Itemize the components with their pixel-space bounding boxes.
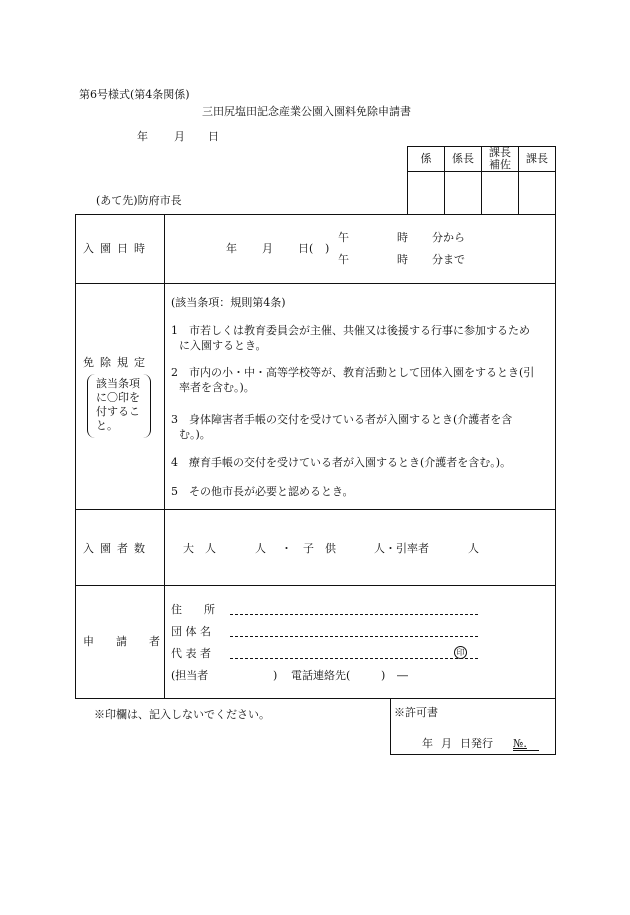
applicant-rep-label: 代 表 者 bbox=[171, 647, 211, 660]
form-number: 第6号様式(第4条関係) bbox=[79, 88, 190, 101]
visit-ampm-from: 午 bbox=[338, 231, 349, 244]
approval-col-deputy-line2: 補佐 bbox=[489, 158, 511, 171]
exemption-note-line2: に〇印を bbox=[96, 391, 140, 404]
permit-number-underline bbox=[513, 750, 539, 751]
addressee: (あて先)防府市長 bbox=[96, 194, 182, 207]
visit-minute-until: 分まで bbox=[432, 253, 465, 266]
exemption-item-3-line2: む。)。 bbox=[179, 428, 211, 441]
visitors-label: 入園者数 bbox=[83, 542, 151, 555]
visit-year-label: 年 bbox=[226, 242, 237, 255]
permit-year-label: 年 bbox=[422, 737, 433, 750]
visit-date-label: 入園日時 bbox=[83, 242, 151, 255]
visit-month-label: 月 bbox=[262, 242, 273, 255]
visit-ampm-until: 午 bbox=[338, 253, 349, 266]
visit-day-label: 日( bbox=[298, 242, 314, 255]
visitors-separator: ・ bbox=[281, 542, 292, 555]
visitors-adult-label: 大 人 bbox=[183, 542, 216, 555]
applicant-group-label: 団 体 名 bbox=[171, 625, 211, 638]
visit-hour-until: 時 bbox=[397, 253, 408, 266]
exemption-item-2-line2: 率者を含む。)。 bbox=[179, 381, 255, 394]
exemption-note-line3: 付するこ bbox=[96, 405, 140, 418]
exemption-item-3-line1[interactable]: 3 身体障害者手帳の交付を受けている者が入園するとき(介護者を含 bbox=[171, 413, 513, 426]
exemption-note-line1: 該当条項 bbox=[96, 377, 140, 390]
visit-minute-from: 分から bbox=[432, 231, 465, 244]
applicant-group-input[interactable] bbox=[230, 636, 478, 637]
applicant-phone-dash: ― bbox=[397, 669, 408, 682]
approval-col-chief: 係長 bbox=[452, 152, 474, 165]
seal-icon: 印 bbox=[454, 646, 467, 659]
exemption-item-1-line2: に入園するとき。 bbox=[179, 339, 267, 352]
visit-hour-from: 時 bbox=[397, 231, 408, 244]
footer-note: ※印欄は、記入しないでください。 bbox=[94, 708, 270, 721]
page-title: 三田尻塩田記念産業公園入園料免除申請書 bbox=[202, 105, 411, 118]
applicant-address-label: 住 所 bbox=[171, 603, 215, 616]
date-month-label: 月 bbox=[174, 130, 185, 143]
applicant-phone-close: ) bbox=[381, 669, 386, 682]
date-day-label: 日 bbox=[208, 130, 219, 143]
permit-issue-label: 日発行 bbox=[460, 737, 493, 750]
applicant-phone-label: 電話連絡先( bbox=[291, 669, 351, 682]
applicant-contact-close: ) bbox=[273, 669, 278, 682]
date-year-label: 年 bbox=[137, 130, 148, 143]
exemption-item-4[interactable]: 4 療育手帳の交付を受けている者が入園するとき(介護者を含む。)。 bbox=[171, 456, 512, 469]
visit-dow-close: ) bbox=[325, 242, 330, 255]
approval-col-deputy-line1: 課長 bbox=[489, 146, 511, 159]
exemption-heading: (該当条項：規則第4条) bbox=[171, 296, 286, 309]
applicant-label-text: 申請者 bbox=[83, 635, 182, 648]
visitors-child-unit: 人・引率者 bbox=[374, 542, 429, 555]
visitors-leader-unit: 人 bbox=[468, 542, 479, 555]
exemption-item-2-line1[interactable]: 2 市内の小・中・高等学校等が、教育活動として団体入園をするとき(引 bbox=[171, 366, 535, 379]
applicant-address-input[interactable] bbox=[230, 614, 478, 615]
approval-col-staff: 係 bbox=[420, 152, 432, 165]
exemption-item-5[interactable]: 5 その他市長が必要と認めるとき。 bbox=[171, 485, 354, 498]
visitors-adult-unit: 人 bbox=[255, 542, 266, 555]
approval-col-manager: 課長 bbox=[526, 152, 548, 165]
permit-month-label: 月 bbox=[441, 737, 452, 750]
permit-title: ※許可書 bbox=[394, 706, 438, 719]
applicant-contact-open: (担当者 bbox=[171, 669, 209, 682]
permit-number-label: №. bbox=[513, 737, 527, 750]
exemption-note-line4: と。 bbox=[96, 419, 118, 432]
exemption-item-1-line1[interactable]: 1 市若しくは教育委員会が主催、共催又は後援する行事に参加するため bbox=[171, 324, 530, 337]
applicant-label bbox=[83, 636, 182, 647]
applicant-rep-input[interactable] bbox=[230, 658, 478, 659]
exemption-label: 免除規定 bbox=[83, 356, 151, 369]
visitors-child-label: 子 供 bbox=[303, 542, 336, 555]
